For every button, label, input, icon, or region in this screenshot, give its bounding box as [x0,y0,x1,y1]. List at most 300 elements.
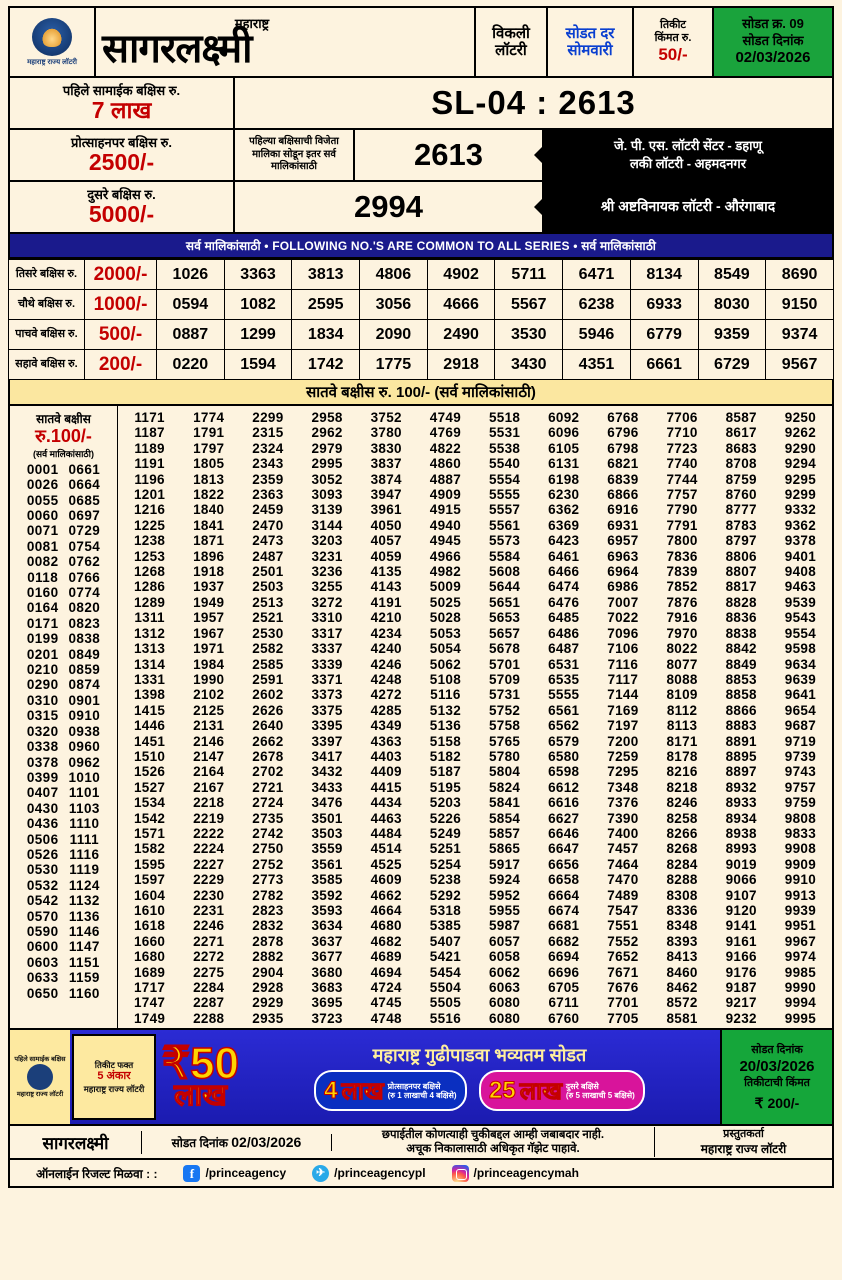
seventh-number: 1967 [193,625,225,641]
seventh-number: 6839 [607,471,639,487]
seventh-number: 9719 [784,733,817,749]
seventh-number: 9908 [784,841,817,857]
seventh-number: 5505 [429,995,462,1011]
seventh-number: 2626 [252,702,284,718]
seventh-number: 7705 [607,1010,639,1026]
seventh-number: 8288 [666,872,698,888]
seventh-number: 1119 [69,862,100,878]
ad-pill-second-text: दुसरे बक्षिसे (रु 5 लाखाची 5 बक्षिसे) [565,1081,635,1100]
seventh-number: 7852 [666,579,698,595]
seventh-number: 3683 [311,980,343,996]
prize-number-cell: 1834 [292,320,360,350]
seventh-number: 0874 [68,677,101,693]
ad-emblem-icon [27,1064,53,1090]
seventh-number: 3371 [311,671,343,687]
seventh-number: 8022 [666,641,698,657]
seventh-number: 5187 [429,764,462,780]
seventh-number: 2343 [252,456,284,472]
ticket-price-amount: 50/- [658,44,688,64]
seventh-number: 8897 [725,764,757,780]
seventh-number: 5062 [429,656,462,672]
seventh-number: 2882 [252,949,284,965]
seventh-number: 6485 [548,610,580,626]
seventh-number: 1813 [193,471,225,487]
seventh-number: 8218 [666,779,698,795]
seventh-number-grid [118,406,832,1028]
seventh-number: 0118 [27,569,59,585]
seventh-number: 8760 [725,487,757,503]
seventh-number: 7710 [666,425,698,441]
seventh-number: 1971 [193,641,225,657]
seventh-number: 7400 [607,825,639,841]
seventh-number: 8934 [725,810,757,826]
seventh-number: 2929 [252,995,284,1011]
seventh-number: 1949 [193,594,225,610]
seventh-number: 2773 [252,872,284,888]
seventh-number: 1534 [133,795,166,811]
instagram-link[interactable] [452,1165,579,1182]
seventh-number: 6866 [607,487,639,503]
prize-number-cell: 1082 [224,290,292,320]
ad-left-line1: पहिले सामाईक बक्षिस [14,1055,66,1063]
seventh-number: 1791 [193,425,225,441]
seventh-number: 0633 [26,970,59,986]
seventh-number: 2275 [193,964,225,980]
seventh-number: 9641 [784,687,817,703]
seventh-number: 2299 [252,410,284,425]
prize-number-cell: 3056 [360,290,428,320]
seventh-number: 5804 [488,764,521,780]
promo-prize-number: 2613 [414,137,483,172]
seventh-number: 7096 [607,625,639,641]
seventh-number: 6598 [548,764,580,780]
seventh-number: 9120 [725,903,757,918]
seventh-number: 1774 [193,410,225,425]
prize-number-cell: 6238 [563,290,631,320]
seventh-number: 8393 [666,933,698,949]
seventh-number: 4966 [429,548,462,564]
seventh-number: 9299 [784,487,817,503]
seventh-number: 7800 [666,533,698,549]
footer-row-2 [8,1160,834,1188]
seventh-number: 1604 [133,887,166,903]
ad-jackpot-amount: ₹50 [162,1039,239,1089]
seventh-number: 0171 [26,615,59,631]
seventh-number: 0849 [68,646,101,662]
seventh-number: 2363 [252,487,284,503]
seventh-number: 0082 [26,554,59,570]
prize-row-label: सहावे बक्षिस रु. [9,350,85,380]
seventh-number: 9739 [784,748,817,764]
seventh-number: 4463 [370,810,402,826]
prize-number-cell: 2090 [360,320,428,350]
footer-date: 02/03/2026 [231,1133,302,1150]
seventh-number: 1286 [133,579,166,595]
seventh-number: 5195 [429,779,462,795]
seventh-number: 1717 [133,980,166,996]
seventh-number: 8284 [666,856,698,872]
weekly-line2: लॉटरी [495,42,527,59]
seventh-number: 7744 [666,471,698,487]
seventh-number: 2935 [252,1010,284,1026]
seventh-number: 2742 [252,825,284,841]
seventh-number: 4745 [370,995,402,1011]
seventh-number: 9539 [784,594,817,610]
seventh-number: 4272 [370,687,402,703]
prize-row-label: तिसरे बक्षिस रु. [9,260,85,290]
seventh-number: 8849 [725,656,757,672]
seventh-number: 2271 [193,933,225,949]
seventh-number: 8088 [666,671,698,687]
seventh-number: 9994 [784,995,817,1011]
telegram-icon: ✈ [312,1165,329,1182]
seventh-number: 6646 [548,825,580,841]
seventh-number: 9910 [784,872,817,888]
prize-number-cell: 5711 [495,260,563,290]
prize-number-cell: 8134 [630,260,698,290]
footer-disclaimer-line1: छपाईतील कोणत्याही चुकीबद्दल आम्ही जबाबदार नाही. [381,1128,605,1141]
prize-number-cell: 9359 [698,320,766,350]
seventh-number: 6580 [548,748,580,764]
seventh-number: 0532 [26,877,59,893]
seventh-number: 1896 [193,548,225,564]
seventh-number: 1526 [133,764,166,780]
seventh-number: 9166 [725,949,757,965]
seventh-number: 8797 [725,533,757,549]
common-series-banner: सर्व मालिकांसाठी • FOLLOWING NO.'S ARE COMMON TO ALL SERIES • सर्व मालिकांसाठी [8,234,834,259]
seventh-number: 8895 [725,748,757,764]
seventh-number: 4349 [370,718,402,734]
weekly-line1: विकली [492,24,530,42]
seventh-number: 7876 [666,594,698,610]
seventh-number: 6616 [548,795,580,811]
seventh-number: 3680 [311,964,343,980]
seventh-number: 5318 [429,903,462,918]
seventh-number: 1116 [69,846,100,862]
seventh-number: 1238 [133,533,166,549]
seventh-number: 0055 [26,492,59,508]
seventh-number: 5573 [488,533,521,549]
seventh-number: 1312 [133,625,166,641]
seventh-number: 9995 [784,1010,817,1026]
seventh-number: 8077 [666,656,698,672]
seventh-number: 1101 [68,785,100,801]
seventh-number: 4915 [429,502,462,518]
seventh-number: 6711 [548,995,579,1011]
seventh-number: 5824 [488,779,521,795]
seventh-number: 2229 [193,872,225,888]
seventh-number: 0201 [26,646,59,662]
seventh-number: 2782 [252,887,284,903]
seventh-number: 5865 [488,841,521,857]
seventh-number: 4909 [429,487,462,503]
seventh-number: 5254 [429,856,462,872]
seventh-number: 5657 [488,625,521,641]
seventh-number: 4246 [370,656,402,672]
seventh-number: 8460 [666,964,698,980]
seventh-number: 5709 [488,671,521,687]
facebook-link[interactable] [183,1165,286,1182]
prize-number-cell: 4351 [563,350,631,380]
seventh-number: 7390 [607,810,639,826]
seventh-number: 4240 [370,641,402,657]
seventh-number: 6535 [548,671,580,687]
prize-number-cell: 0594 [157,290,225,320]
seventh-number: 4285 [370,702,402,718]
seventh-number: 7552 [607,933,639,949]
seventh-number: 6092 [548,410,580,425]
seventh-number: 9378 [784,533,817,549]
seventh-number: 1990 [193,671,225,687]
seventh-number: 5955 [488,903,521,918]
seventh-number: 3395 [311,718,343,734]
instagram-icon [452,1165,469,1182]
seventh-number: 9909 [784,856,817,872]
promo-prize-amount: 2500/- [88,148,155,175]
seventh-number: 5538 [488,440,521,456]
ad-ticket-line2: महाराष्ट्र राज्य लॉटरी [83,1084,145,1095]
seventh-number: 3637 [311,933,343,949]
footer-disclaimer-line2: अचूक निकालासाठी अधिकृत गॅझेट पाहावे. [406,1143,580,1156]
ticket-price-line2: किंमत रु. [654,31,692,44]
seventh-number: 5504 [429,980,462,996]
seventh-number: 8216 [666,764,698,780]
seventh-number: 8348 [666,918,698,934]
seventh-number: 0697 [68,508,101,524]
seventh-number: 8807 [725,564,757,580]
prize-number-cell: 1775 [360,350,428,380]
seventh-number: 9951 [784,918,817,934]
seventh-number: 8617 [725,425,757,441]
seventh-number: 9362 [784,517,817,533]
seventh-number: 9187 [725,980,757,996]
seventh-number: 8413 [666,949,698,965]
seventh-number: 6796 [607,425,639,441]
seventh-number: 6369 [548,517,580,533]
seventh-number: 5952 [488,887,521,903]
seventh-number: 2602 [252,687,284,703]
seventh-number: 6705 [548,980,580,996]
seventh-number: 2585 [252,656,284,672]
seventh-number: 2147 [193,748,225,764]
seventh-number: 1160 [68,985,100,1001]
seventh-number: 9939 [784,903,817,918]
seventh-number: 3255 [311,579,343,595]
seventh-number: 8828 [725,594,757,610]
seventh-number: 2359 [252,471,284,487]
seventh-number: 4135 [370,564,402,580]
seventh-number: 2487 [252,548,284,564]
ad-title: महाराष्ट्र गुढीपाडवा भव्यतम सोडत [372,1045,587,1066]
instagram-handle: /princeagencymah [473,1166,579,1181]
seventh-number: 0901 [68,692,101,708]
seventh-number: 2470 [252,517,284,533]
seventh-number: 0762 [68,554,101,570]
seventh-number: 2473 [252,533,284,549]
seventh-number: 2995 [311,456,343,472]
seventh-number: 9401 [784,548,817,564]
seventh-number: 4057 [370,533,402,549]
header [8,6,834,78]
seventh-number: 5584 [488,548,521,564]
seventh-number: 4724 [370,980,402,996]
seventh-number: 6198 [548,471,580,487]
prize-number-cell: 4666 [427,290,495,320]
seventh-number: 0378 [26,754,59,770]
seventh-number: 5053 [429,625,462,641]
seventh-number: 1159 [68,970,100,986]
seventh-number: 1132 [68,893,100,909]
seventh-number: 6986 [607,579,639,595]
telegram-link[interactable] [312,1165,425,1182]
seventh-side-amount: रु.100/- [35,426,92,446]
prize-number-cell: 6661 [630,350,698,380]
seventh-col-0 [27,462,59,1001]
seventh-number: 1747 [133,995,166,1011]
prize-row-label: पाचवे बक्षिस रु. [9,320,85,350]
seventh-number: 5557 [488,502,521,518]
seventh-number: 8246 [666,795,698,811]
seventh-number: 6466 [548,564,580,580]
ad-pill-promo-amount: 4 [324,1076,338,1104]
title-big: सागरलक्ष्मी [102,26,252,71]
ticket-price-line1: तिकीट [660,18,686,31]
seventh-number: 0407 [26,785,59,801]
prize-number-cell: 9567 [766,350,834,380]
seventh-number: 7144 [607,687,639,703]
draw-date: 02/03/2026 [735,48,811,66]
first-prize-result: SL-04 : 2613 [431,84,636,121]
seventh-number: 8462 [666,980,698,996]
seventh-number: 9262 [784,425,817,441]
seventh-number: 9654 [784,702,817,718]
promo-prize-agent [542,130,832,180]
seventh-number: 9408 [784,564,817,580]
table-row [9,320,834,350]
seventh-number: 8938 [725,825,757,841]
draw-day-line2: सोमवारी [567,42,613,59]
ad-pill-promo-unit: लाख [341,1078,384,1106]
seventh-number: 8866 [725,702,757,718]
seventh-number: 1984 [193,656,225,672]
first-prize-label: पहिले सामाईक बक्षिस रु. [62,83,181,99]
seventh-number: 5238 [429,872,462,888]
seventh-number: 5987 [488,918,521,934]
seventh-number: 7464 [607,856,639,872]
seventh-number: 6058 [488,949,521,965]
table-row [9,260,834,290]
prize-number-cell: 6933 [630,290,698,320]
seventh-number: 6063 [488,980,521,996]
seventh-number: 9066 [725,872,757,888]
seventh-number: 0060 [26,508,59,524]
prize-number-cell: 4806 [360,260,428,290]
seventh-number: 0823 [68,615,101,631]
second-prize-label-cell [10,182,235,232]
seventh-number: 8932 [725,779,757,795]
seventh-number: 2582 [252,641,284,657]
seventh-number: 3695 [311,995,343,1011]
weekly-label [474,8,546,76]
seventh-number: 0590 [26,923,59,939]
seventh-number: 4363 [370,733,402,749]
promotional-banner [8,1030,834,1126]
seventh-number: 9161 [725,933,757,949]
draw-number: सोडत क्र. 09 [742,16,804,32]
seventh-number: 2284 [193,980,225,996]
seventh-number: 8178 [666,748,698,764]
prize-number-cell: 3813 [292,260,360,290]
seventh-number: 5678 [488,641,521,657]
promo-prize-note: पहिल्या बक्षिसाची विजेता मालिका सोडून इतर सर्व मालिकांसाठी [235,130,355,180]
seventh-number: 2246 [193,918,225,934]
seventh-number: 8708 [725,456,757,472]
seventh-number: 2958 [311,410,343,425]
seventh-number: 2878 [252,933,284,949]
prize-number-cell: 0887 [157,320,225,350]
seventh-number: 7470 [607,872,639,888]
seventh-number: 6062 [488,964,521,980]
seventh-number: 6579 [548,733,580,749]
seventh-number: 0310 [26,692,59,708]
seventh-number: 4682 [370,933,402,949]
seventh-number: 3593 [311,903,343,918]
seventh-number: 3585 [311,872,343,888]
seventh-number: 9974 [784,949,817,965]
seventh-number: 9833 [784,825,817,841]
seventh-number: 1841 [193,517,225,533]
seventh-number: 0164 [26,600,59,616]
seventh-number: 0754 [68,538,101,554]
seventh-number: 2678 [252,748,284,764]
seventh-number: 7839 [666,564,698,580]
seventh-number: 8759 [725,471,757,487]
seventh-number: 4434 [370,795,402,811]
seventh-number: 1415 [133,702,166,718]
seventh-number: 1689 [133,964,166,980]
seventh-number: 6664 [548,887,580,903]
state-emblem-icon [32,18,72,56]
seventh-number: 1597 [133,872,166,888]
seventh-number: 2230 [193,887,225,903]
seventh-number: 5454 [429,964,462,980]
second-prize-row [8,182,834,234]
seventh-number: 1196 [134,471,165,487]
seventh-number: 7970 [666,625,698,641]
seventh-number: 2164 [193,764,225,780]
seventh-number: 8308 [666,887,698,903]
seventh-number: 1147 [68,939,100,955]
seventh-number: 5752 [488,702,521,718]
ad-pill-promo [314,1070,466,1111]
seventh-number: 2750 [252,841,284,857]
seventh-number: 4234 [370,625,402,641]
prize-number-cell: 1299 [224,320,292,350]
seventh-number: 4887 [429,471,462,487]
prize-number-cell: 2918 [427,350,495,380]
seventh-number: 9463 [784,579,817,595]
seventh-number: 6682 [548,933,580,949]
seventh-number: 8268 [666,841,698,857]
seventh-number: 1822 [193,487,225,503]
seventh-side-line1: सातवे बक्षीस [36,412,91,426]
facebook-handle: /princeagency [205,1166,287,1181]
seventh-number: 5924 [488,872,521,888]
seventh-number: 7117 [607,671,639,687]
table-row [9,290,834,320]
prize-row-amount: 500/- [85,320,157,350]
seventh-number: 5653 [488,610,521,626]
